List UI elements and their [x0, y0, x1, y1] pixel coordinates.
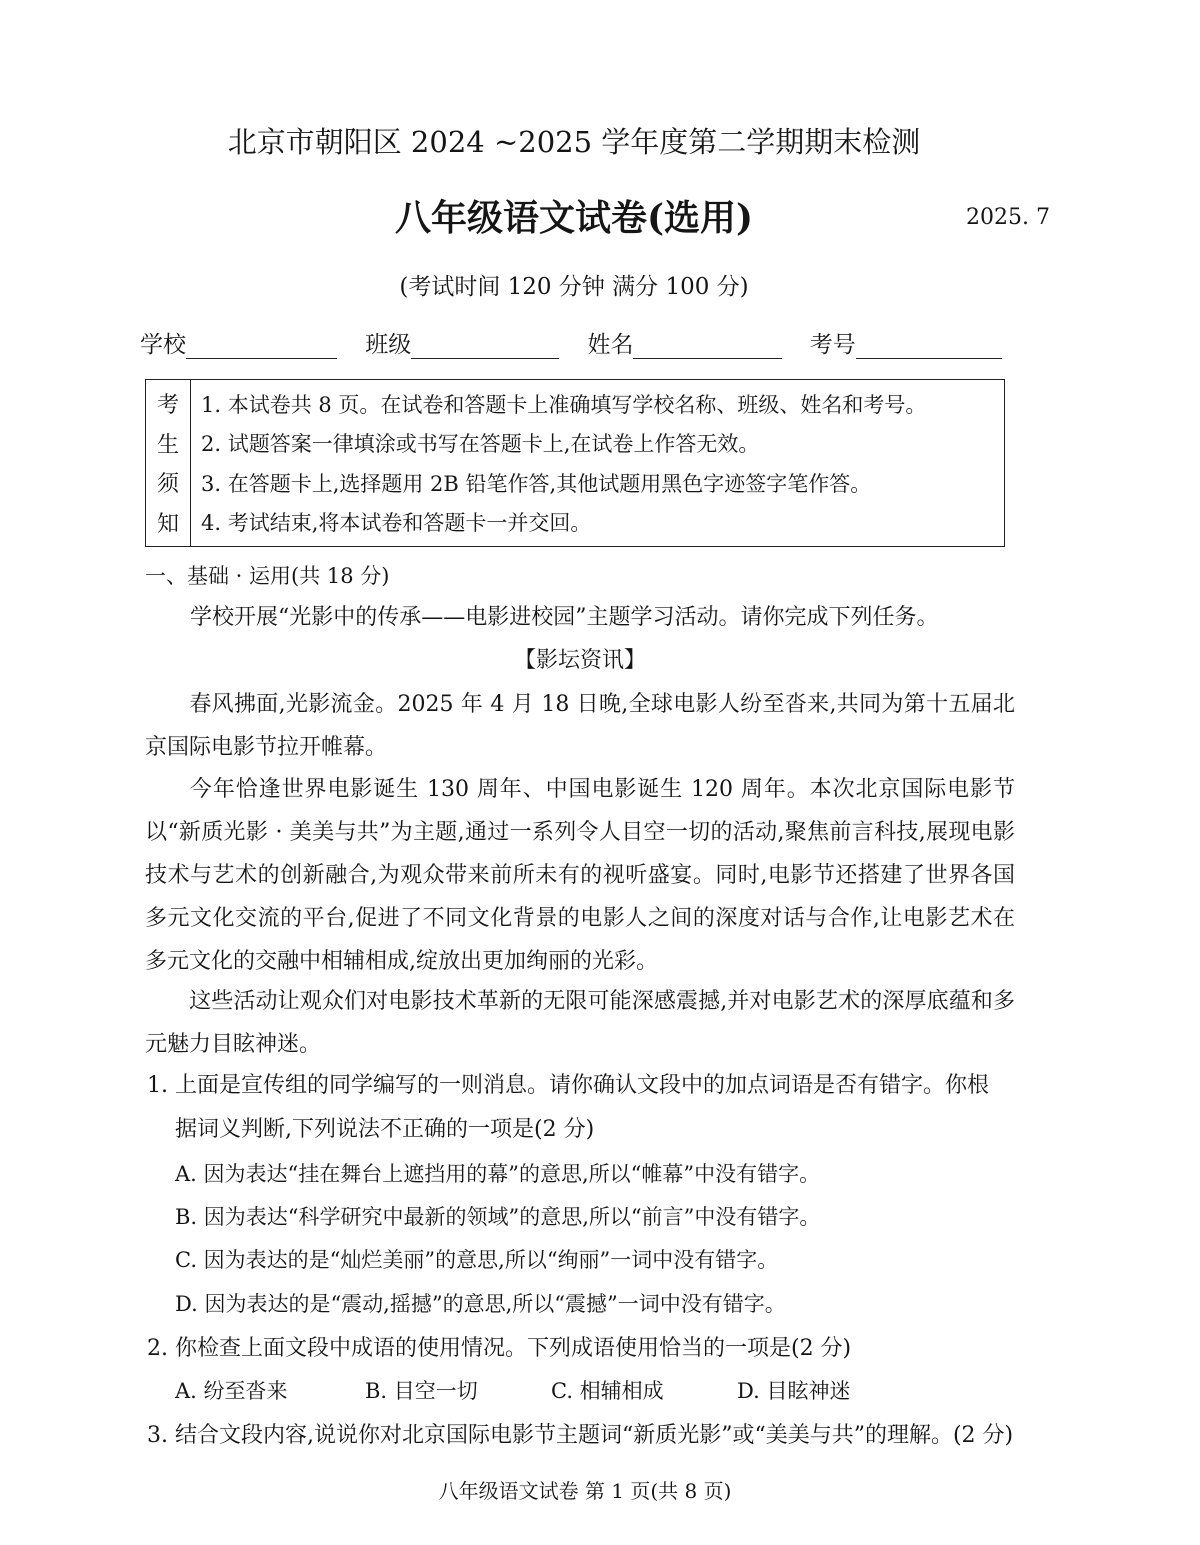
name-field[interactable]	[633, 332, 781, 359]
notice-label-char: 生	[156, 432, 179, 458]
q1-option-d: D. 因为表达的是“震动,摇撼”的意思,所以“震撼”一词中没有错字。	[175, 1292, 786, 1316]
paragraph-text: 这些活动让观众们对电影技术革新的无限可能深感震撼,并对电影艺术的深厚底蕴和多元魅力目眩神迷。	[145, 989, 1015, 1057]
notice-label-char: 考	[156, 393, 179, 419]
page-footer: 八年级语文试卷 第 1 页(共 8 页)	[438, 1479, 732, 1503]
exam-name: 八年级语文试卷(选用)	[394, 197, 754, 239]
school-label: 学校	[140, 332, 186, 358]
q1-option-a: A. 因为表达“挂在舞台上遮挡用的幕”的意思,所以“帷幕”中没有错字。	[175, 1162, 821, 1186]
section-intro: 学校开展“光影中的传承——电影进校园”主题学习活动。请你完成下列任务。	[190, 605, 939, 630]
notice-item: 4. 考试结束,将本试卷和答题卡一并交回。	[201, 511, 592, 536]
question-1: 1. 上面是宣传组的同学编写的一则消息。请你确认文段中的加点词语是否有错字。你根	[147, 1073, 989, 1098]
question-2: 2. 你检查上面文段中成语的使用情况。下列成语使用恰当的一项是(2 分)	[147, 1336, 852, 1361]
class-field[interactable]	[411, 332, 559, 359]
q2-options	[175, 1375, 850, 1405]
document-title: 北京市朝阳区 2024 ~2025 学年度第二学期期末检测	[227, 125, 921, 159]
question-1-cont: 据词义判断,下列说法不正确的一项是(2 分)	[175, 1117, 595, 1142]
q2-option-a: A. 纷至沓来	[175, 1379, 288, 1403]
q2-option-c: C. 相辅相成	[551, 1379, 664, 1403]
paragraph-text: 今年恰逢世界电影诞生 130 周年、中国电影诞生 120 周年。本次北京国际电影节以“新质光影 · 美美与共”为主题,通过一系列令人目空一切的活动,聚焦前言科技,展现电影技术与艺术的创新融合,为观众带来前所未有的视听盛宴。同时,电影节还搭建了世界各国多元文化交流的平台,促进了不同文化背景的电影人之间的深度对话与合作,让电影艺术在多元文化的交融中相辅相成,绽放出更加绚丽的光彩。	[145, 777, 1015, 974]
notice-label-char: 须	[156, 472, 179, 498]
notice-label	[146, 380, 191, 546]
notice-item: 2. 试题答案一律填涂或书写在答题卡上,在试卷上作答无效。	[201, 432, 760, 457]
news-paragraph-1	[145, 683, 1015, 769]
q2-option-b: B. 目空一切	[365, 1379, 478, 1403]
column-title: 【影坛资讯】	[513, 648, 646, 673]
exam-date: 2025. 7	[966, 205, 1050, 230]
student-info-fields	[140, 326, 1002, 359]
class-label: 班级	[365, 332, 412, 358]
exam-info: (考试时间 120 分钟 满分 100 分)	[399, 274, 749, 300]
exam-notice-box	[145, 379, 1005, 547]
exam-number-label: 考号	[809, 332, 856, 358]
notice-label-char: 知	[156, 511, 179, 537]
section-heading: 一、基础 · 运用(共 18 分)	[145, 564, 390, 588]
exam-number-field[interactable]	[856, 332, 1002, 359]
q2-option-d: D. 目眩神迷	[737, 1379, 851, 1403]
news-paragraph-2	[145, 768, 1015, 983]
name-label: 姓名	[587, 332, 634, 358]
question-3: 3. 结合文段内容,说说你对北京国际电影节主题词“新质光影”或“美美与共”的理解。(2 分)	[147, 1423, 1014, 1448]
school-field[interactable]	[186, 332, 337, 359]
paragraph-text: 春风拂面,光影流金。2025 年 4 月 18 日晚,全球电影人纷至沓来,共同为第十五届北京国际电影节拉开帷幕。	[145, 692, 1015, 760]
notice-items	[191, 380, 1004, 546]
notice-item: 3. 在答题卡上,选择题用 2B 铅笔作答,其他试题用黑色字迹签字笔作答。	[201, 471, 872, 496]
q1-option-b: B. 因为表达“科学研究中最新的领域”的意思,所以“前言”中没有错字。	[175, 1205, 821, 1229]
q1-option-c: C. 因为表达的是“灿烂美丽”的意思,所以“绚丽”一词中没有错字。	[175, 1248, 779, 1272]
news-paragraph-3	[145, 980, 1015, 1066]
notice-item: 1. 本试卷共 8 页。在试卷和答题卡上准确填写学校名称、班级、姓名和考号。	[201, 392, 927, 417]
